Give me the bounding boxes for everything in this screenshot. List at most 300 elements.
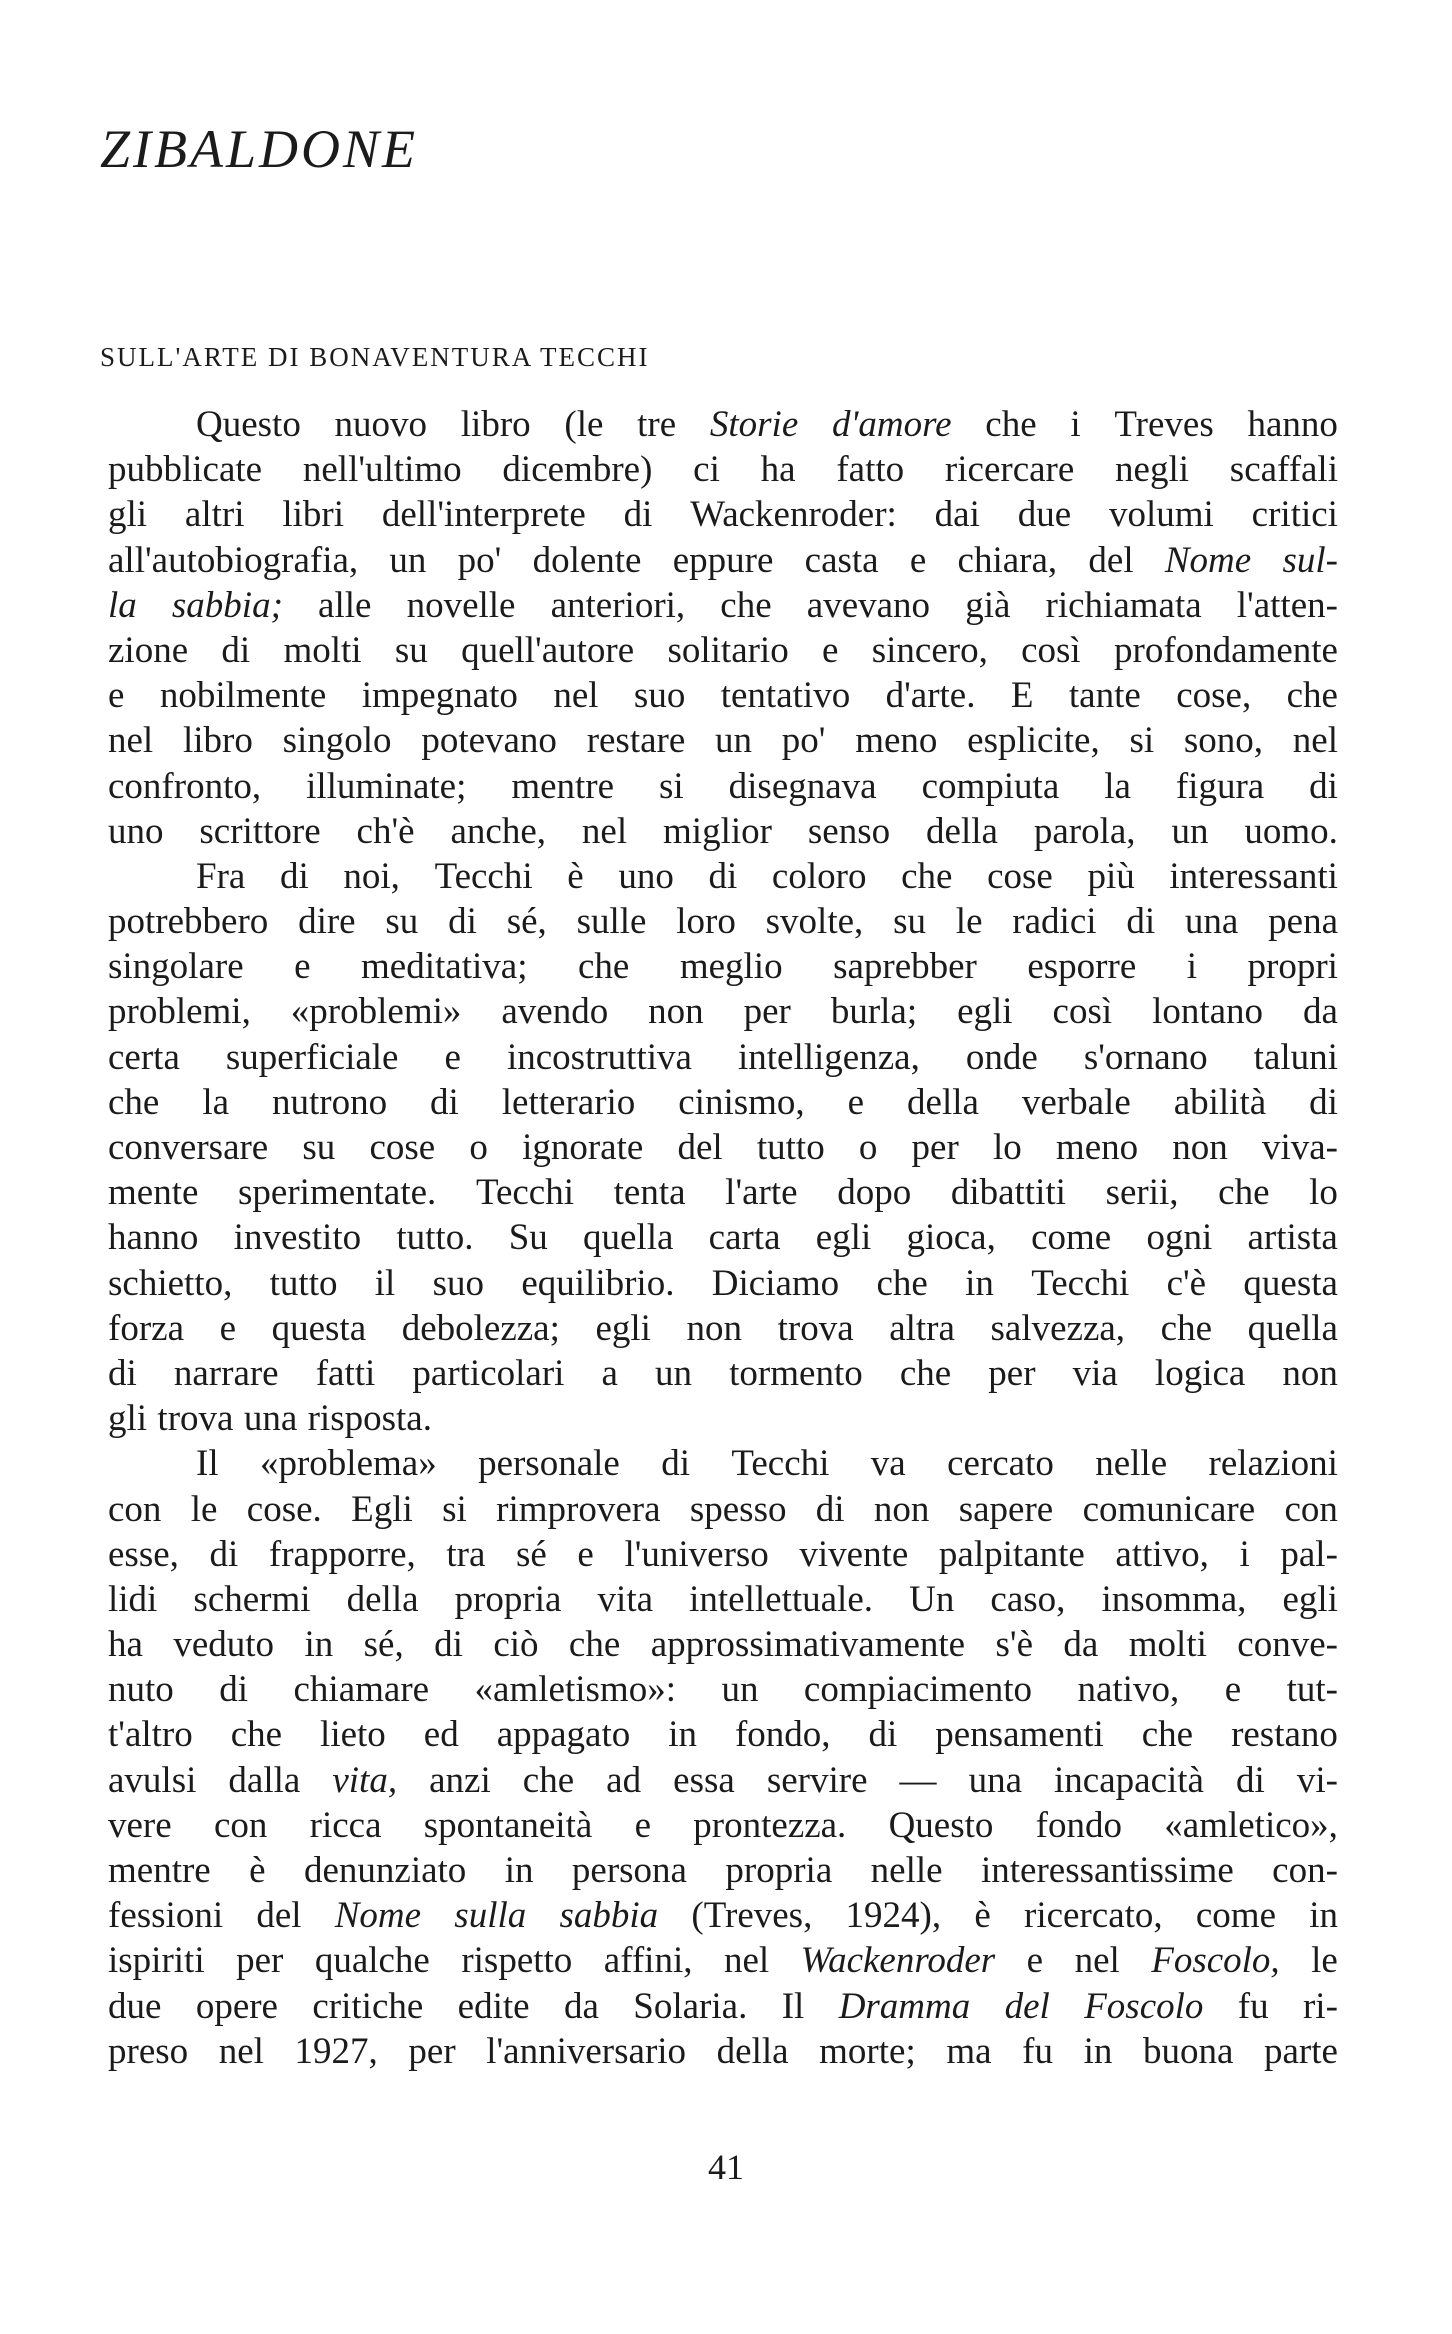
word: compiacimento [803,1669,1033,1711]
word: così [1052,991,1113,1033]
word: particolari [412,1352,565,1394]
word: ricercato, [1024,1895,1163,1937]
word: Dramma [838,1985,971,2027]
word: Storie [709,404,799,445]
word: e [634,1804,651,1846]
word: cercato [947,1443,1054,1485]
word: frapporre, [268,1533,416,1575]
word: di [209,1533,239,1575]
word: servire [766,1759,868,1801]
word: avendo [501,991,609,1033]
word: su [394,629,428,671]
word: noi, [343,855,400,897]
word: sulla [454,1895,527,1937]
word: nel [553,675,599,717]
word: Tecchi [1031,1262,1130,1304]
text-line [108,899,1338,944]
word: vi- [1296,1759,1338,1801]
word: che [1286,675,1338,717]
word: ha [760,449,796,491]
word: serii, [1105,1172,1179,1214]
word: libro [182,720,253,762]
word: meno [855,720,938,762]
word: singolo [282,720,392,762]
word: hanno [108,1217,199,1259]
word: personale [478,1443,620,1485]
text-line [108,944,1338,989]
word: uno [108,810,164,852]
word: superficiale [225,1036,399,1078]
word: lo [992,1127,1022,1168]
word: l'universo [624,1533,769,1575]
word: e [909,539,927,581]
article-body [108,402,1338,2074]
word: affini, [603,1940,693,1982]
text-line [108,1938,1338,1983]
word: tra [446,1533,486,1575]
word: opere [195,1985,278,2027]
word: Questo [196,404,301,445]
word: di [661,1443,690,1485]
word: tante [1068,675,1141,717]
word: egli [815,1217,872,1259]
word: sabbia [559,1895,659,1937]
word: in [1309,1895,1338,1937]
word: suo [633,675,686,717]
word: «problema» [259,1443,437,1485]
word: restare [586,720,686,762]
word: anteriori, [550,584,686,626]
word: approssimativamente [650,1624,966,1666]
word: dibattiti [950,1172,1066,1214]
word: fatti [315,1352,376,1394]
text-line [108,447,1338,492]
word: cinismo, [678,1081,805,1123]
word: tutto. [396,1217,474,1259]
word: con [108,1488,162,1530]
word: attivo, [1115,1533,1209,1575]
word: che [720,584,772,626]
word: sincero, [871,629,988,671]
word: nel [1292,720,1338,762]
word: che [1218,1172,1270,1214]
word: su [302,1127,336,1168]
word: avulsi [108,1759,197,1801]
word: Diciamo [711,1262,840,1304]
word: veduto [173,1624,275,1666]
word: meditativa; [361,946,528,988]
word: zione [108,629,189,671]
word: avevano [806,584,931,626]
word: tutto [269,1262,338,1304]
word: fondo [1035,1804,1122,1846]
text-line [108,854,1338,899]
word: un [655,1352,693,1394]
word: 1927, [294,2030,378,2072]
word: solitario [667,629,789,671]
text-line [108,1577,1338,1622]
word: dolente [532,539,642,581]
word: radici [1012,901,1097,943]
word: una [968,1759,1022,1801]
word: nuovo [334,404,428,445]
text-line [108,1667,1338,1712]
word: appagato [496,1714,631,1756]
word: quella [1247,1307,1338,1349]
word: critiche [312,1985,424,2027]
word: vivente [799,1533,909,1575]
word: propria [725,1850,833,1891]
word: per [988,1352,1036,1394]
word: e [577,1533,594,1575]
word: libri [282,494,345,536]
word: c'è [1166,1262,1207,1304]
word: o [469,1127,488,1168]
word: Wackenroder [800,1940,996,1982]
word: svolte, [765,901,864,943]
word: è [567,855,584,897]
word: logica [1154,1352,1246,1394]
word: sabbia; [171,584,283,626]
word: per [743,991,791,1033]
word: lo [1309,1172,1338,1214]
word: fessioni [108,1895,224,1937]
word: coloro [771,855,867,897]
word: pubblicate [108,449,263,491]
word: mente [108,1172,199,1214]
word: da [1063,1624,1099,1666]
word: «problemi» [290,991,462,1033]
word: di [279,855,309,897]
word: è [249,1850,266,1891]
word: egli [957,991,1013,1033]
word: sulle [576,901,647,943]
word: i [1070,404,1081,445]
word: restano [1231,1714,1338,1756]
word: tutto [756,1127,825,1168]
word: per [236,1940,284,1982]
word: sapere [958,1488,1054,1530]
word: chiamare [293,1669,430,1711]
word: rispetto [461,1940,573,1982]
word: pena [1268,901,1338,943]
word: che [568,1624,621,1666]
word: si [1129,720,1155,762]
word: la [1104,765,1131,807]
text-line [108,1758,1338,1803]
word: con [1284,1488,1338,1530]
word: più [1087,855,1135,897]
word: nel [218,2030,264,2072]
word: risposta. [307,1398,432,1440]
word: di [868,1714,898,1756]
word: esplicite, [967,720,1100,762]
word: Foscolo [1084,1985,1204,2027]
word: chiara, [957,539,1058,581]
word: ed [423,1714,459,1756]
word: e [294,946,311,988]
word: e [822,629,839,671]
word: come [1031,1217,1112,1259]
text-line [108,1261,1338,1306]
word: scrittore [199,810,321,852]
word: si [659,765,684,807]
word: Tecchi [731,1443,830,1485]
word: investito [233,1217,362,1259]
word: in [1083,2030,1113,2072]
word: le [1311,1940,1338,1982]
word: in [504,1850,534,1891]
word: hanno [1247,404,1338,445]
text-line [108,764,1338,809]
word: fondo, [734,1714,831,1756]
word: i [1186,946,1198,988]
word: meno [1055,1127,1139,1168]
word: fu [1237,1985,1269,2027]
word: una [1184,901,1239,943]
word: nel [1074,1940,1120,1982]
word: vita [597,1578,654,1620]
word: nel [108,720,154,762]
text-line [108,1848,1338,1893]
text-line [108,1441,1338,1486]
word: del [1088,539,1134,581]
word: su [385,901,419,943]
word: tre [637,404,677,445]
word: eppure [672,539,774,581]
word: che [522,1759,575,1801]
word: 1924), [845,1895,942,1937]
word: che [108,1081,160,1123]
word: Tecchi [475,1172,575,1214]
word: esse, [108,1533,179,1575]
word: nel [723,1940,770,1982]
word: dalla [228,1759,301,1801]
page-number: 41 [708,2147,744,2187]
word: in [965,1262,994,1304]
word: per [911,1127,959,1168]
word: vita, [332,1759,398,1801]
word: verbale [1021,1081,1131,1123]
text-line [108,718,1338,763]
word: una [243,1398,298,1440]
word: e [1224,1669,1242,1711]
word: tentativo [720,675,851,717]
word: volumi [1108,494,1214,536]
word: Il [781,1985,805,2027]
word: non [1282,1352,1338,1394]
word: insomma, [1101,1578,1247,1620]
word: uno [618,855,674,897]
word: molti [283,629,362,671]
word: uomo. [1244,810,1338,852]
word: morte; [819,2030,916,2072]
word: richiamata [1045,584,1202,626]
word: in [304,1624,334,1666]
word: burla; [830,991,918,1033]
word: denunziato [303,1850,467,1891]
word: Solaria. [633,1985,748,2027]
word: che [985,404,1037,445]
word: gioca, [906,1217,996,1259]
word: Un [909,1578,955,1620]
text-line [108,989,1338,1034]
word: ad [606,1759,642,1801]
word: conversare [108,1127,269,1168]
word: dell'interprete [381,494,586,536]
word: con- [1272,1850,1338,1891]
word: trova [777,1307,854,1349]
word: ciò [493,1624,539,1666]
text-line [108,1351,1338,1396]
word: a [601,1352,618,1394]
word: figura [1175,765,1265,807]
word: di [430,1081,459,1123]
word: palpitante [938,1533,1085,1575]
word: schermi [193,1578,311,1620]
word: — [899,1759,937,1801]
running-head: ZIBALDONE [100,119,419,179]
word: «amletismo»: [474,1669,676,1711]
word: Treves [1114,404,1214,445]
word: nutrono [271,1081,388,1123]
word: di [1309,765,1338,807]
word: un [1171,810,1209,852]
word: tenta [613,1172,686,1214]
word: propria [454,1578,562,1620]
word: tormento [729,1352,863,1394]
word: ispiriti [108,1940,205,1982]
word: ri- [1302,1985,1338,2027]
word: della [907,1081,979,1123]
word: miglior [663,810,772,852]
word: potrebbero [108,901,269,943]
word: o [858,1127,878,1168]
text-line [108,1487,1338,1532]
word: di [108,1352,137,1394]
word: senso [807,810,891,852]
word: salvezza, [990,1307,1126,1349]
word: equilibrio. [521,1262,675,1304]
word: il [374,1262,396,1304]
word: disegnava [728,765,877,807]
word: che [230,1714,283,1756]
word: già [965,584,1011,626]
word: nelle [870,1850,943,1891]
word: su [893,901,926,943]
word: sono, [1183,720,1264,762]
word: libro [460,404,531,445]
word: sul- [1282,539,1338,581]
word: incapacità [1054,1759,1204,1801]
word: incostruttiva [506,1036,692,1078]
word: cose [987,855,1053,897]
word: Tecchi [434,855,533,897]
word: potevano [421,720,557,762]
word: quella [583,1217,674,1259]
word: comunicare [1082,1488,1256,1530]
word: taluni [1253,1036,1338,1078]
word: sé [515,1533,547,1575]
word: cose. [246,1488,322,1530]
word: due [1017,494,1072,536]
text-line [108,1125,1338,1170]
word: questa [271,1307,367,1349]
text-line [108,583,1338,628]
word: di [434,1624,463,1666]
word: preso [108,2030,189,2072]
word: d'arte. [885,675,976,717]
word: e [847,1081,865,1123]
text-line [108,1306,1338,1351]
word: pensamenti [935,1714,1104,1756]
word: spontaneità [423,1804,593,1846]
word: così [1021,629,1081,671]
word: ci [693,449,720,491]
word: singolare [108,946,244,988]
word: Il [196,1443,219,1485]
text-line [108,673,1338,718]
word: (Treves, [691,1895,813,1937]
text-line [108,1712,1338,1757]
word: non [686,1307,743,1349]
word: trova [157,1398,234,1440]
word: all'autobiografia, [108,539,359,581]
text-line [108,1396,1338,1441]
word: la [202,1081,230,1123]
word: Questo [888,1804,994,1846]
word: casta [804,539,879,581]
word: altri [184,494,245,536]
word: l'arte [725,1172,798,1214]
word: che [1160,1307,1212,1349]
word: certa [108,1036,180,1078]
word: qualche [314,1940,430,1982]
word: fatto [836,449,905,491]
word: molti [1128,1624,1207,1666]
word: fu [1022,2030,1053,2072]
word: di [448,901,477,943]
text-line [108,1893,1338,1938]
word: vere [108,1804,172,1846]
text-line [108,628,1338,673]
word: negli [1115,449,1190,491]
word: critici [1251,494,1338,536]
word: meglio [679,946,783,988]
word: t'altro [108,1714,193,1756]
word: non [1172,1127,1228,1168]
word: saprebber [833,946,977,988]
word: ogni [1146,1217,1213,1259]
word: quell'autore [461,629,635,671]
word: di [623,494,653,536]
word: tut- [1286,1669,1338,1711]
word: altra [889,1307,955,1349]
word: via [1072,1352,1118,1394]
word: i [1239,1533,1250,1575]
word: parola, [1033,810,1136,852]
word: Nome [1164,539,1252,581]
text-line [108,1984,1338,2029]
word: le [190,1488,218,1530]
word: in [668,1714,697,1756]
word: (le [564,404,604,445]
word: le [955,901,983,943]
word: interessanti [1169,855,1338,897]
word: Wackenroder: [690,494,897,536]
word: di [708,855,738,897]
word: Nome [334,1895,422,1937]
